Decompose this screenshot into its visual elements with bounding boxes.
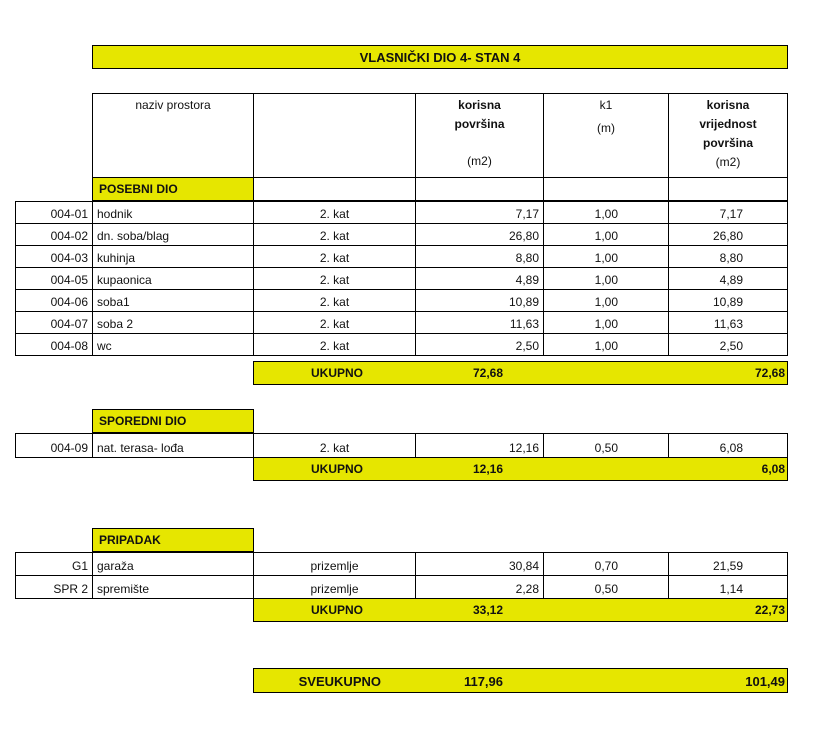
posebni-row-area: 7,17 xyxy=(415,201,544,224)
pripadak-row-value: 1,14 xyxy=(668,575,788,599)
posebni-total-row xyxy=(253,361,788,385)
pripadak-total-label: UKUPNO xyxy=(310,603,363,617)
sporedni-row-area: 12,16 xyxy=(415,433,544,458)
header-value-cell xyxy=(668,93,788,178)
posebni-row-floor: 2. kat xyxy=(253,223,416,246)
posebni-row-floor: 2. kat xyxy=(253,267,416,290)
posebni-row-value: 7,17 xyxy=(668,201,788,224)
posebni-row-name: wc xyxy=(92,333,254,356)
posebni-row-k1: 1,00 xyxy=(543,223,669,246)
sporedni-row-k1: 0,50 xyxy=(543,433,669,458)
posebni-total-area: 72,68 xyxy=(472,366,503,380)
posebni-row-code: 004-03 xyxy=(15,245,93,268)
page-title: VLASNIČKI DIO 4- STAN 4 xyxy=(92,45,788,69)
section-pripadak-label: PRIPADAK xyxy=(92,528,254,552)
grand-total-value: 101,49 xyxy=(745,674,785,689)
posebni-row-floor: 2. kat xyxy=(253,201,416,224)
posebni-row-floor: 2. kat xyxy=(253,311,416,334)
posebni-row-name: soba 2 xyxy=(92,311,254,334)
pripadak-row-area: 30,84 xyxy=(415,552,544,576)
pripadak-row-floor: prizemlje xyxy=(253,552,416,576)
grand-total-label: SVEUKUPNO xyxy=(298,674,381,689)
posebni-row-floor: 2. kat xyxy=(253,333,416,356)
section-blank-cell xyxy=(668,177,788,201)
header-value-label-1: korisna xyxy=(706,98,750,112)
header-area-label-1: korisna xyxy=(458,98,501,112)
posebni-row-k1: 1,00 xyxy=(543,311,669,334)
section-sporedni-label: SPOREDNI DIO xyxy=(92,409,254,433)
header-k1-label: k1 xyxy=(599,98,613,112)
posebni-row-k1: 1,00 xyxy=(543,245,669,268)
header-k1-cell xyxy=(543,93,669,178)
posebni-row-floor: 2. kat xyxy=(253,289,416,312)
section-blank-cell xyxy=(415,177,544,201)
posebni-row-name: kuhinja xyxy=(92,245,254,268)
sporedni-row-value: 6,08 xyxy=(668,433,788,458)
pripadak-row-code: SPR 2 xyxy=(15,575,93,599)
posebni-row-code: 004-01 xyxy=(15,201,93,224)
pripadak-row-floor: prizemlje xyxy=(253,575,416,599)
posebni-row-code: 004-02 xyxy=(15,223,93,246)
posebni-row-code: 004-05 xyxy=(15,267,93,290)
posebni-row-area: 2,50 xyxy=(415,333,544,356)
sporedni-row-code: 004-09 xyxy=(15,433,93,458)
grand-total-row xyxy=(253,668,788,693)
sporedni-total-value: 6,08 xyxy=(761,462,785,476)
section-blank-cell xyxy=(543,177,669,201)
posebni-row-area: 26,80 xyxy=(415,223,544,246)
pripadak-total-area: 33,12 xyxy=(472,603,503,617)
posebni-row-k1: 1,00 xyxy=(543,201,669,224)
header-k1-unit: (m) xyxy=(597,121,615,135)
posebni-row-name: dn. soba/blag xyxy=(92,223,254,246)
posebni-row-value: 26,80 xyxy=(668,223,788,246)
sporedni-row-name: nat. terasa- lođa xyxy=(92,433,254,458)
header-value-unit: (m2) xyxy=(715,155,741,169)
posebni-row-value: 10,89 xyxy=(668,289,788,312)
posebni-row-area: 11,63 xyxy=(415,311,544,334)
posebni-row-code: 004-06 xyxy=(15,289,93,312)
header-value-label-3: površina xyxy=(702,136,753,150)
header-area-unit: (m2) xyxy=(467,154,492,168)
posebni-row-code: 004-07 xyxy=(15,311,93,334)
pripadak-row-name: spremište xyxy=(92,575,254,599)
pripadak-row-value: 21,59 xyxy=(668,552,788,576)
posebni-row-value: 2,50 xyxy=(668,333,788,356)
sporedni-total-area: 12,16 xyxy=(472,462,503,476)
posebni-row-floor: 2. kat xyxy=(253,245,416,268)
sporedni-total-label: UKUPNO xyxy=(310,462,363,476)
posebni-row-value: 8,80 xyxy=(668,245,788,268)
header-area-label-2: površina xyxy=(454,117,505,131)
posebni-row-area: 10,89 xyxy=(415,289,544,312)
posebni-row-name: kupaonica xyxy=(92,267,254,290)
sporedni-total-row xyxy=(253,457,788,481)
posebni-row-name: soba1 xyxy=(92,289,254,312)
section-blank-cell xyxy=(253,177,416,201)
posebni-row-value: 4,89 xyxy=(668,267,788,290)
posebni-row-area: 4,89 xyxy=(415,267,544,290)
pripadak-row-area: 2,28 xyxy=(415,575,544,599)
posebni-row-value: 11,63 xyxy=(668,311,788,334)
posebni-row-code: 004-08 xyxy=(15,333,93,356)
posebni-total-value: 72,68 xyxy=(754,366,785,380)
section-posebni-label: POSEBNI DIO xyxy=(92,177,254,201)
pripadak-total-value: 22,73 xyxy=(754,603,785,617)
pripadak-row-code: G1 xyxy=(15,552,93,576)
pripadak-row-k1: 0,70 xyxy=(543,552,669,576)
pripadak-total-row xyxy=(253,598,788,622)
posebni-row-k1: 1,00 xyxy=(543,267,669,290)
header-name-cell xyxy=(92,93,254,178)
grand-total-area: 117,96 xyxy=(463,674,503,689)
pripadak-row-k1: 0,50 xyxy=(543,575,669,599)
header-location-cell xyxy=(253,93,416,178)
posebni-total-label: UKUPNO xyxy=(310,366,363,380)
header-value-label-2: vrijednost xyxy=(699,117,757,131)
posebni-row-area: 8,80 xyxy=(415,245,544,268)
posebni-row-k1: 1,00 xyxy=(543,289,669,312)
sporedni-row-floor: 2. kat xyxy=(253,433,416,458)
pripadak-row-name: garaža xyxy=(92,552,254,576)
posebni-row-name: hodnik xyxy=(92,201,254,224)
header-area-cell xyxy=(415,93,544,178)
header-name-label: naziv prostora xyxy=(135,98,211,112)
posebni-row-k1: 1,00 xyxy=(543,333,669,356)
